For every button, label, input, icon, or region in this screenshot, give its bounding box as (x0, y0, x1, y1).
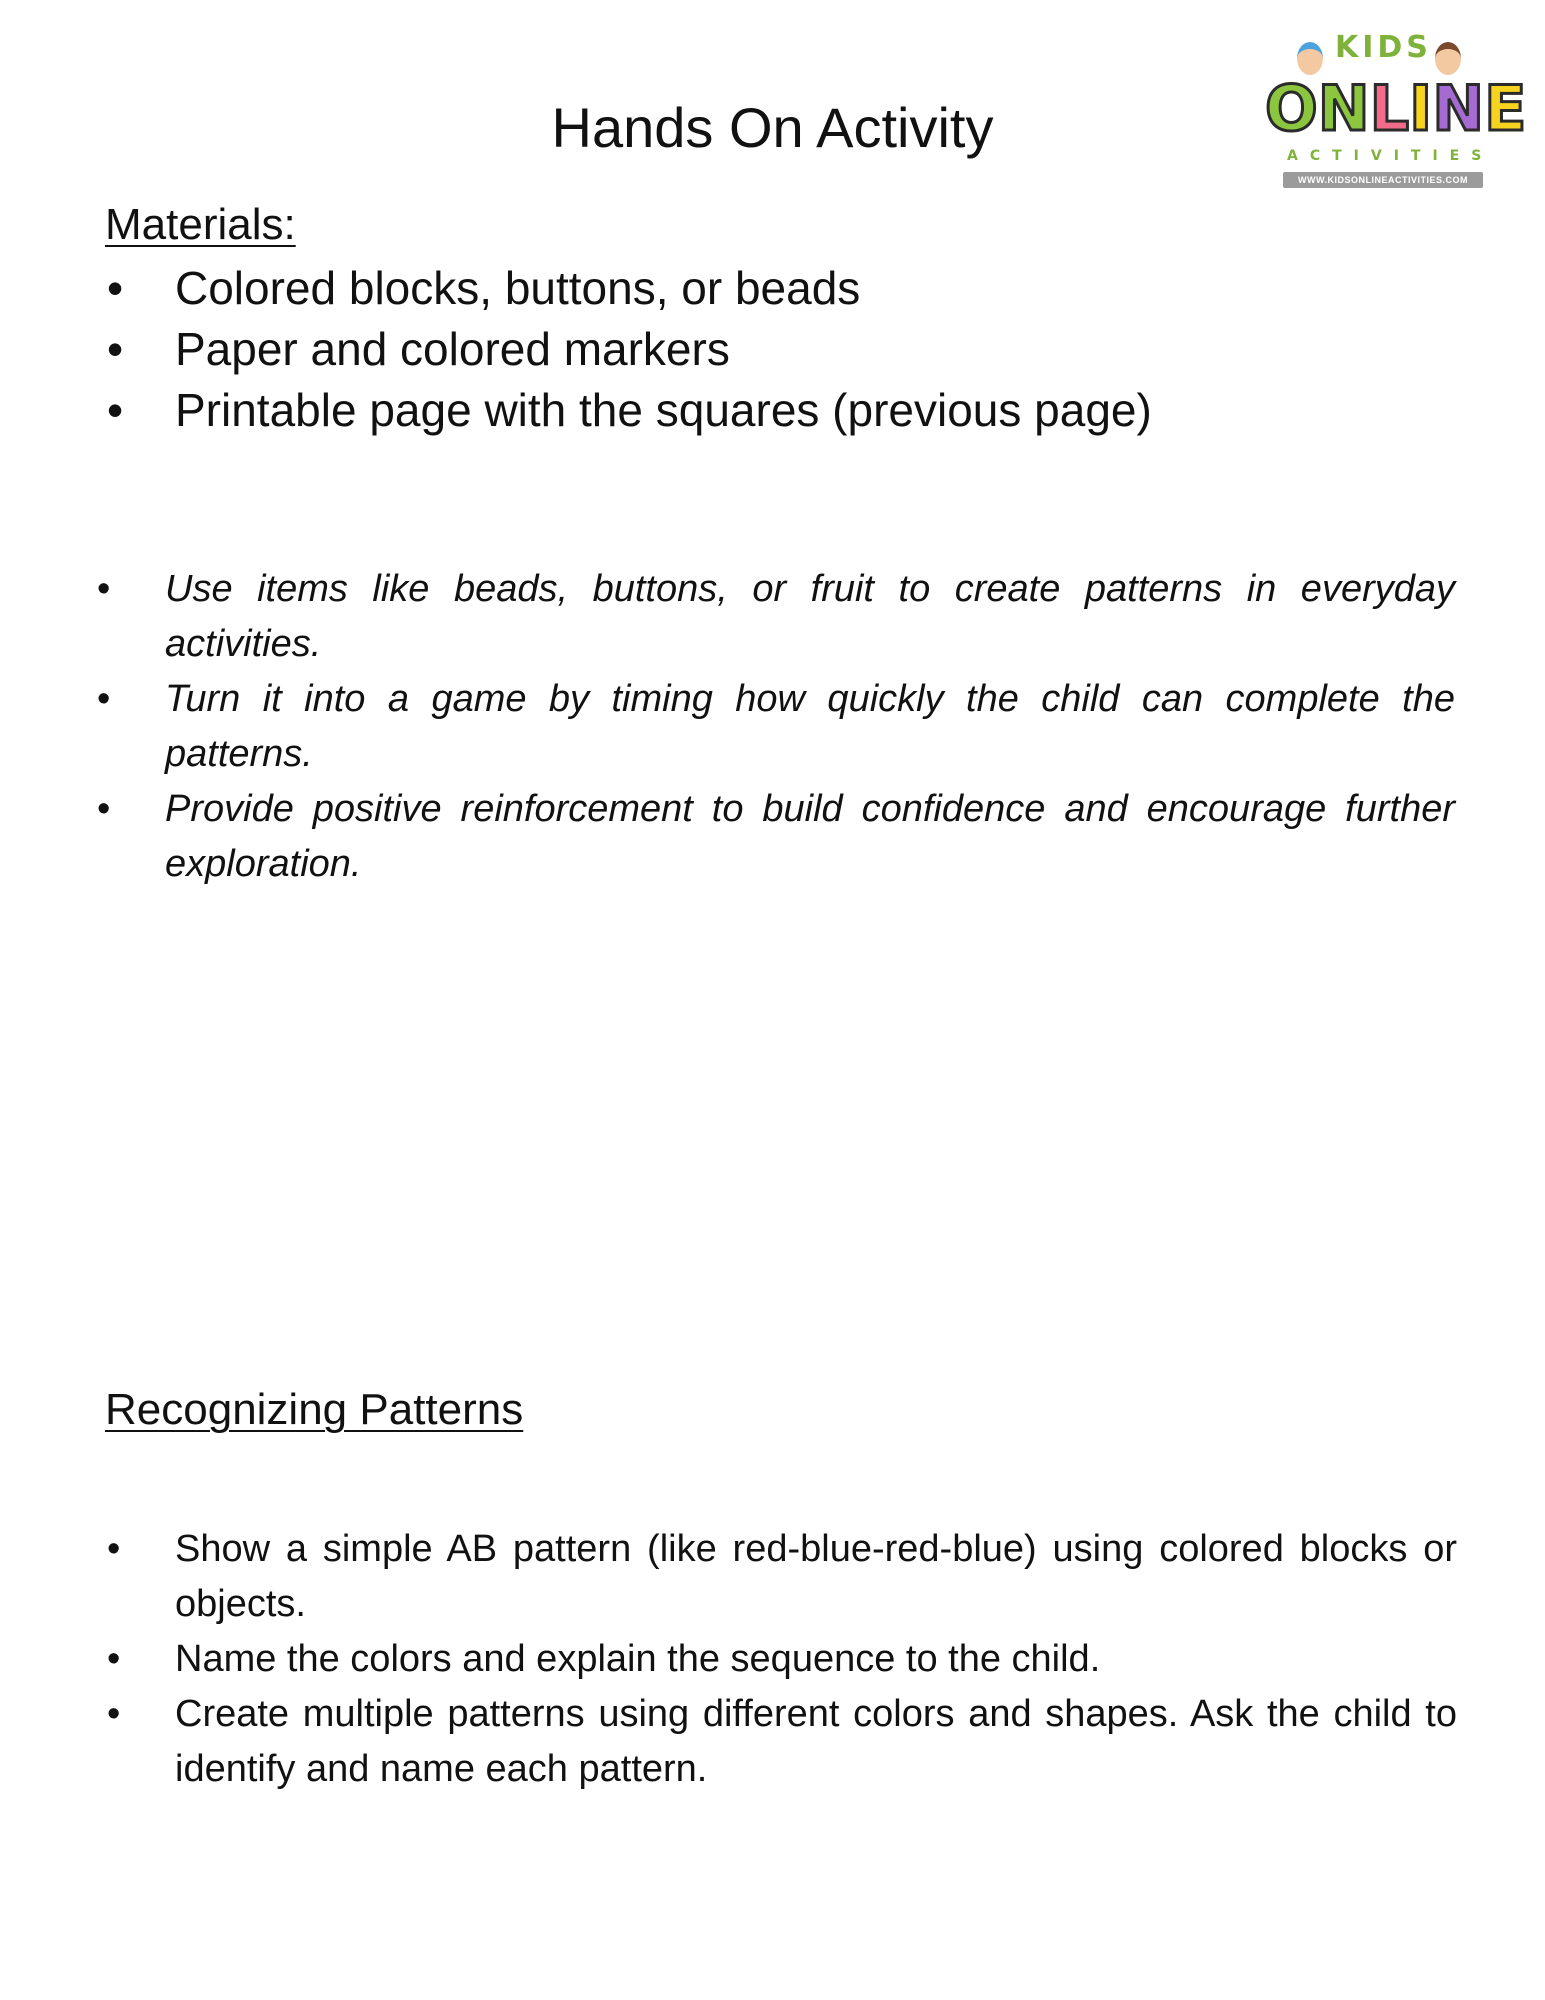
list-item-text: Paper and colored markers (175, 323, 730, 375)
list-item (107, 1632, 1457, 1687)
list-item (97, 672, 1455, 782)
logo-letter: N (1432, 72, 1485, 145)
logo-letter: I (1409, 72, 1433, 145)
list-item-text: Name the colors and explain the sequence to the child. (175, 1638, 1101, 1680)
bullet-icon: • (107, 262, 124, 314)
list-item-text: Create multiple patterns using different colors and shapes. Ask the child to identify and name each pattern. (175, 1693, 1457, 1790)
bullet-icon: • (107, 384, 124, 436)
bullet-icon: • (97, 788, 111, 830)
bullet-icon: • (107, 1693, 121, 1735)
list-item (107, 380, 1455, 441)
bullet-icon: • (107, 1528, 121, 1570)
list-item-text: Turn it into a game by timing how quickly the child can complete the patterns. (165, 678, 1455, 775)
logo-letter: L (1369, 72, 1410, 145)
logo-url-text: WWW.KIDSONLINEACTIVITIES.COM (1283, 172, 1483, 188)
materials-list (107, 258, 1455, 441)
list-item (97, 782, 1455, 892)
list-item (107, 258, 1455, 319)
logo-kids-text: KIDS (1335, 30, 1432, 65)
bullet-icon: • (107, 323, 124, 375)
page-title: Hands On Activity (551, 96, 994, 159)
logo-letter: E (1484, 72, 1527, 145)
logo-letter: N (1317, 72, 1370, 145)
list-item-text: Show a simple AB pattern (like red-blue-red-blue) using colored blocks or objects. (175, 1528, 1457, 1625)
list-item-text: Use items like beads, buttons, or fruit to create patterns in everyday activities. (165, 568, 1455, 665)
list-item-text: Printable page with the squares (previous page) (175, 384, 1152, 436)
bullet-icon: • (97, 568, 111, 610)
list-item (97, 562, 1455, 672)
logo-letter: O (1265, 72, 1318, 145)
list-item (107, 1522, 1457, 1632)
bullet-icon: • (107, 1638, 121, 1680)
recognizing-patterns-heading: Recognizing Patterns (105, 1385, 524, 1434)
tips-list (97, 562, 1455, 892)
list-item (107, 319, 1455, 380)
materials-heading: Materials: (105, 200, 296, 249)
list-item-text: Provide positive reinforcement to build confidence and encourage further exploration. (165, 788, 1455, 885)
logo-activities-text: ACTIVITIES (1287, 148, 1494, 164)
list-item-text: Colored blocks, buttons, or beads (175, 262, 861, 314)
bullet-icon: • (97, 678, 111, 720)
list-item (107, 1687, 1457, 1797)
patterns-list (107, 1522, 1457, 1797)
